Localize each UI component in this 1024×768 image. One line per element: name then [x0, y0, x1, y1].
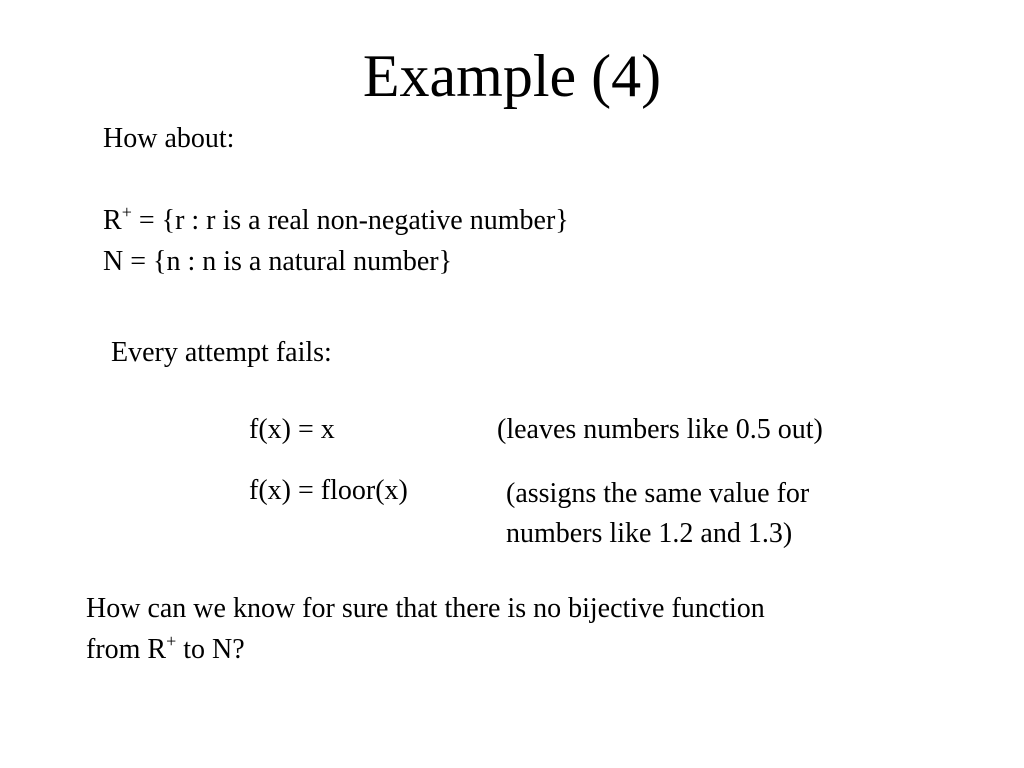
intro-text: How about:	[103, 123, 235, 154]
attempt-function-1: f(x) = x	[249, 414, 335, 445]
set-r-symbol: R	[103, 205, 122, 236]
attempt-note-2-line-2: numbers like 1.2 and 1.3)	[506, 518, 793, 549]
question-line-1: How can we know for sure that there is no bijective function	[86, 593, 765, 624]
set-r-superscript: +	[121, 202, 132, 222]
question-line-2	[86, 633, 245, 667]
set-r-description: = {r : r is a real non-negative number}	[131, 205, 569, 236]
attempt-function-2: f(x) = floor(x)	[249, 475, 408, 506]
question-line-2-start: from R	[86, 634, 167, 665]
set-n-definition: N = {n : n is a natural number}	[103, 246, 453, 277]
set-r-definition	[103, 204, 569, 238]
question-superscript: +	[166, 631, 177, 651]
attempt-note-2-line-1: (assigns the same value for	[506, 478, 810, 509]
question-line-2-end: to N?	[176, 634, 245, 665]
attempt-note-1: (leaves numbers like 0.5 out)	[497, 414, 823, 445]
attempt-heading: Every attempt fails:	[111, 337, 332, 368]
slide-title: Example (4)	[362, 43, 662, 109]
